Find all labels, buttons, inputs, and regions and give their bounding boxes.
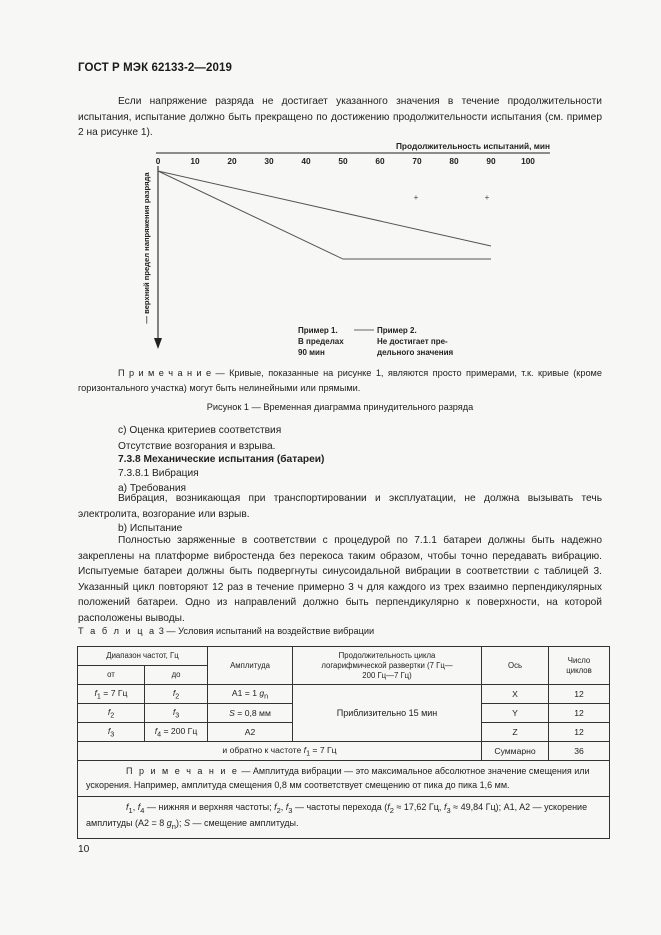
header-from: от (78, 666, 145, 685)
table-row-total (78, 742, 610, 761)
table-caption (78, 626, 374, 636)
cell-axis: X (482, 685, 549, 704)
x-tick-label: 10 (190, 156, 200, 166)
table-header-row-1 (78, 647, 610, 666)
legend-line-text: Пример 1. (298, 326, 338, 335)
vibration-table (77, 646, 610, 839)
legend-line-text: дельного значения (377, 348, 454, 357)
x-tick-label: 40 (301, 156, 311, 166)
document-header: ГОСТ Р МЭК 62133-2—2019 (78, 62, 232, 74)
cell-amplitude: A2 (208, 723, 293, 742)
cell-cycles: 12 (549, 723, 610, 742)
legend-line-text: Пример 2. (377, 326, 417, 335)
header-to: до (145, 666, 208, 685)
legend-example2 (377, 326, 453, 357)
cell-from: $f_2$ (78, 704, 145, 723)
x-tick-label: 100 (521, 156, 535, 166)
y-axis-arrow (154, 338, 162, 349)
header-axis: Ось (482, 647, 549, 685)
chart-series (158, 171, 491, 259)
legend (298, 326, 453, 357)
requirements-title: a) Требования (118, 483, 187, 494)
cell-to: $f_4 = 200$ Гц (145, 723, 208, 742)
table-caption-rest: 3 — Условия испытаний на воздействие вибрации (156, 626, 375, 636)
intro-paragraph: Если напряжение разряда не достигает указанного значения в течение продолжительности испытания, испытание должно быть прекращено по достижению продолжительности испытания (см. пример 2 на рисунке 1). (78, 96, 602, 139)
cell-amplitude: S = 0,8 мм (208, 704, 293, 723)
section-7381-title: 7.3.8.1 Вибрация (118, 468, 199, 479)
section-c-title: c) Оценка критериев соответствия (118, 425, 282, 436)
legend-example1 (298, 326, 344, 357)
table-note-lead: П р и м е ч а н и е (126, 766, 239, 776)
series-line-example-1 (158, 171, 491, 259)
table-note-2: $f_1$, $f_4$ — нижняя и верхняя частоты; $f_2$, $f_3$ — частоты перехода ($f_2 \approx 17,62$ Гц, $f_3 \approx 49,84$ Гц); A1, A2 — ускорение амплитуды (A2 = 8 $g_n$); S — смещение амплитуды. (78, 797, 610, 839)
x-tick-label: 20 (227, 156, 237, 166)
discharge-chart (120, 140, 560, 365)
test-title: b) Испытание (118, 523, 183, 534)
cell-amplitude: A1 = 1 $g_n$ (208, 685, 293, 704)
header-duration: Продолжительность цикла логарифмической развертки (7 Гц—200 Гц—7 Гц) (293, 647, 482, 685)
test-text: Полностью заряженные в соответствии с процедурой по 7.1.1 батареи должны быть надежно закреплены на платформе вибростенда без перекоса таким образом, чтобы точно передавать вибрацию. Испытуемые батареи должны быть подвергнуты синусоидальной вибрации в соответствии с таблицей 3. Указанный цикл повторяют 12 раз в течение примерно 3 ч для каждого из трех взаимно перпендикулярных положений батареи. Одно из направлений должно быть перпендикулярно к поверхности, на которой расположены выводы. (78, 535, 602, 624)
x-tick-label: 50 (338, 156, 348, 166)
cell-cycles: 12 (549, 704, 610, 723)
cell-axis: Y (482, 704, 549, 723)
x-tick-label: 70 (412, 156, 422, 166)
header-freq-range: Диапазон частот, Гц (78, 647, 208, 666)
cell-from: $f_1 = 7$ Гц (78, 685, 145, 704)
requirements-text: Вибрация, возникающая при транспортировании и эксплуатации, не должна вызывать течь электролита, возгорание или взрыв. (78, 493, 602, 520)
cell-to: $f_3$ (145, 704, 208, 723)
cell-axis: Z (482, 723, 549, 742)
x-tick-label: 60 (375, 156, 385, 166)
table-caption-lead: Т а б л и ц а (78, 626, 157, 636)
cell-to: $f_2$ (145, 685, 208, 704)
series-line-example-2 (158, 171, 491, 246)
section-c-text: Отсутствие возгорания и взрыва. (118, 441, 276, 452)
x-tick-label: 90 (486, 156, 496, 166)
cell-from: $f_3$ (78, 723, 145, 742)
cell-total-axis: Суммарно (482, 742, 549, 761)
header-amplitude: Амплитуда (208, 647, 293, 685)
x-tick-label: 80 (449, 156, 459, 166)
legend-line-text: Не достигает пре- (377, 337, 448, 346)
x-axis-title: Продолжительность испытаний, мин (395, 141, 550, 151)
marker-plus-2: + (484, 193, 490, 202)
legend-line-text: В пределах (298, 337, 344, 346)
x-tick-label: 0 (155, 156, 161, 166)
y-axis-title: — верхний предел напряжения разряда (142, 172, 151, 324)
legend-line-text: 90 мин (298, 348, 325, 357)
table-note-row (78, 761, 610, 797)
cell-duration: Приблизительно 15 мин (293, 685, 482, 742)
cell-total-cycles: 36 (549, 742, 610, 761)
figure-note (78, 366, 602, 395)
figure-note-text: — Кривые, показанные на рисунке 1, являются просто примерами, т.к. кривые (кроме горизонтального участка) могут быть нелинейными или прямыми. (78, 368, 602, 393)
table-legend-row (78, 797, 610, 839)
marker-plus-1: + (413, 193, 419, 202)
figure-caption: Рисунок 1 — Временная диаграмма принудительного разряда (206, 402, 474, 412)
table-note-1 (78, 761, 610, 797)
x-tick-labels (156, 156, 536, 166)
page-number: 10 (78, 844, 90, 855)
table-row (78, 685, 610, 704)
header-cycles: Число циклов (549, 647, 610, 685)
x-tick-label: 30 (264, 156, 274, 166)
cell-return: и обратно к частоте $f_1 = 7$ Гц (78, 742, 482, 761)
cell-cycles: 12 (549, 685, 610, 704)
section-738-heading: 7.3.8 Механические испытания (батареи) (118, 454, 325, 465)
table-note-text: — Амплитуда вибрации — это максимальное абсолютное значение смещения или ускорения. Например, амплитуда смещения 0,8 мм соответствует смещению от пика до пика 1,6 мм. (86, 766, 590, 790)
figure-note-lead: П р и м е ч а н и е (118, 368, 212, 378)
